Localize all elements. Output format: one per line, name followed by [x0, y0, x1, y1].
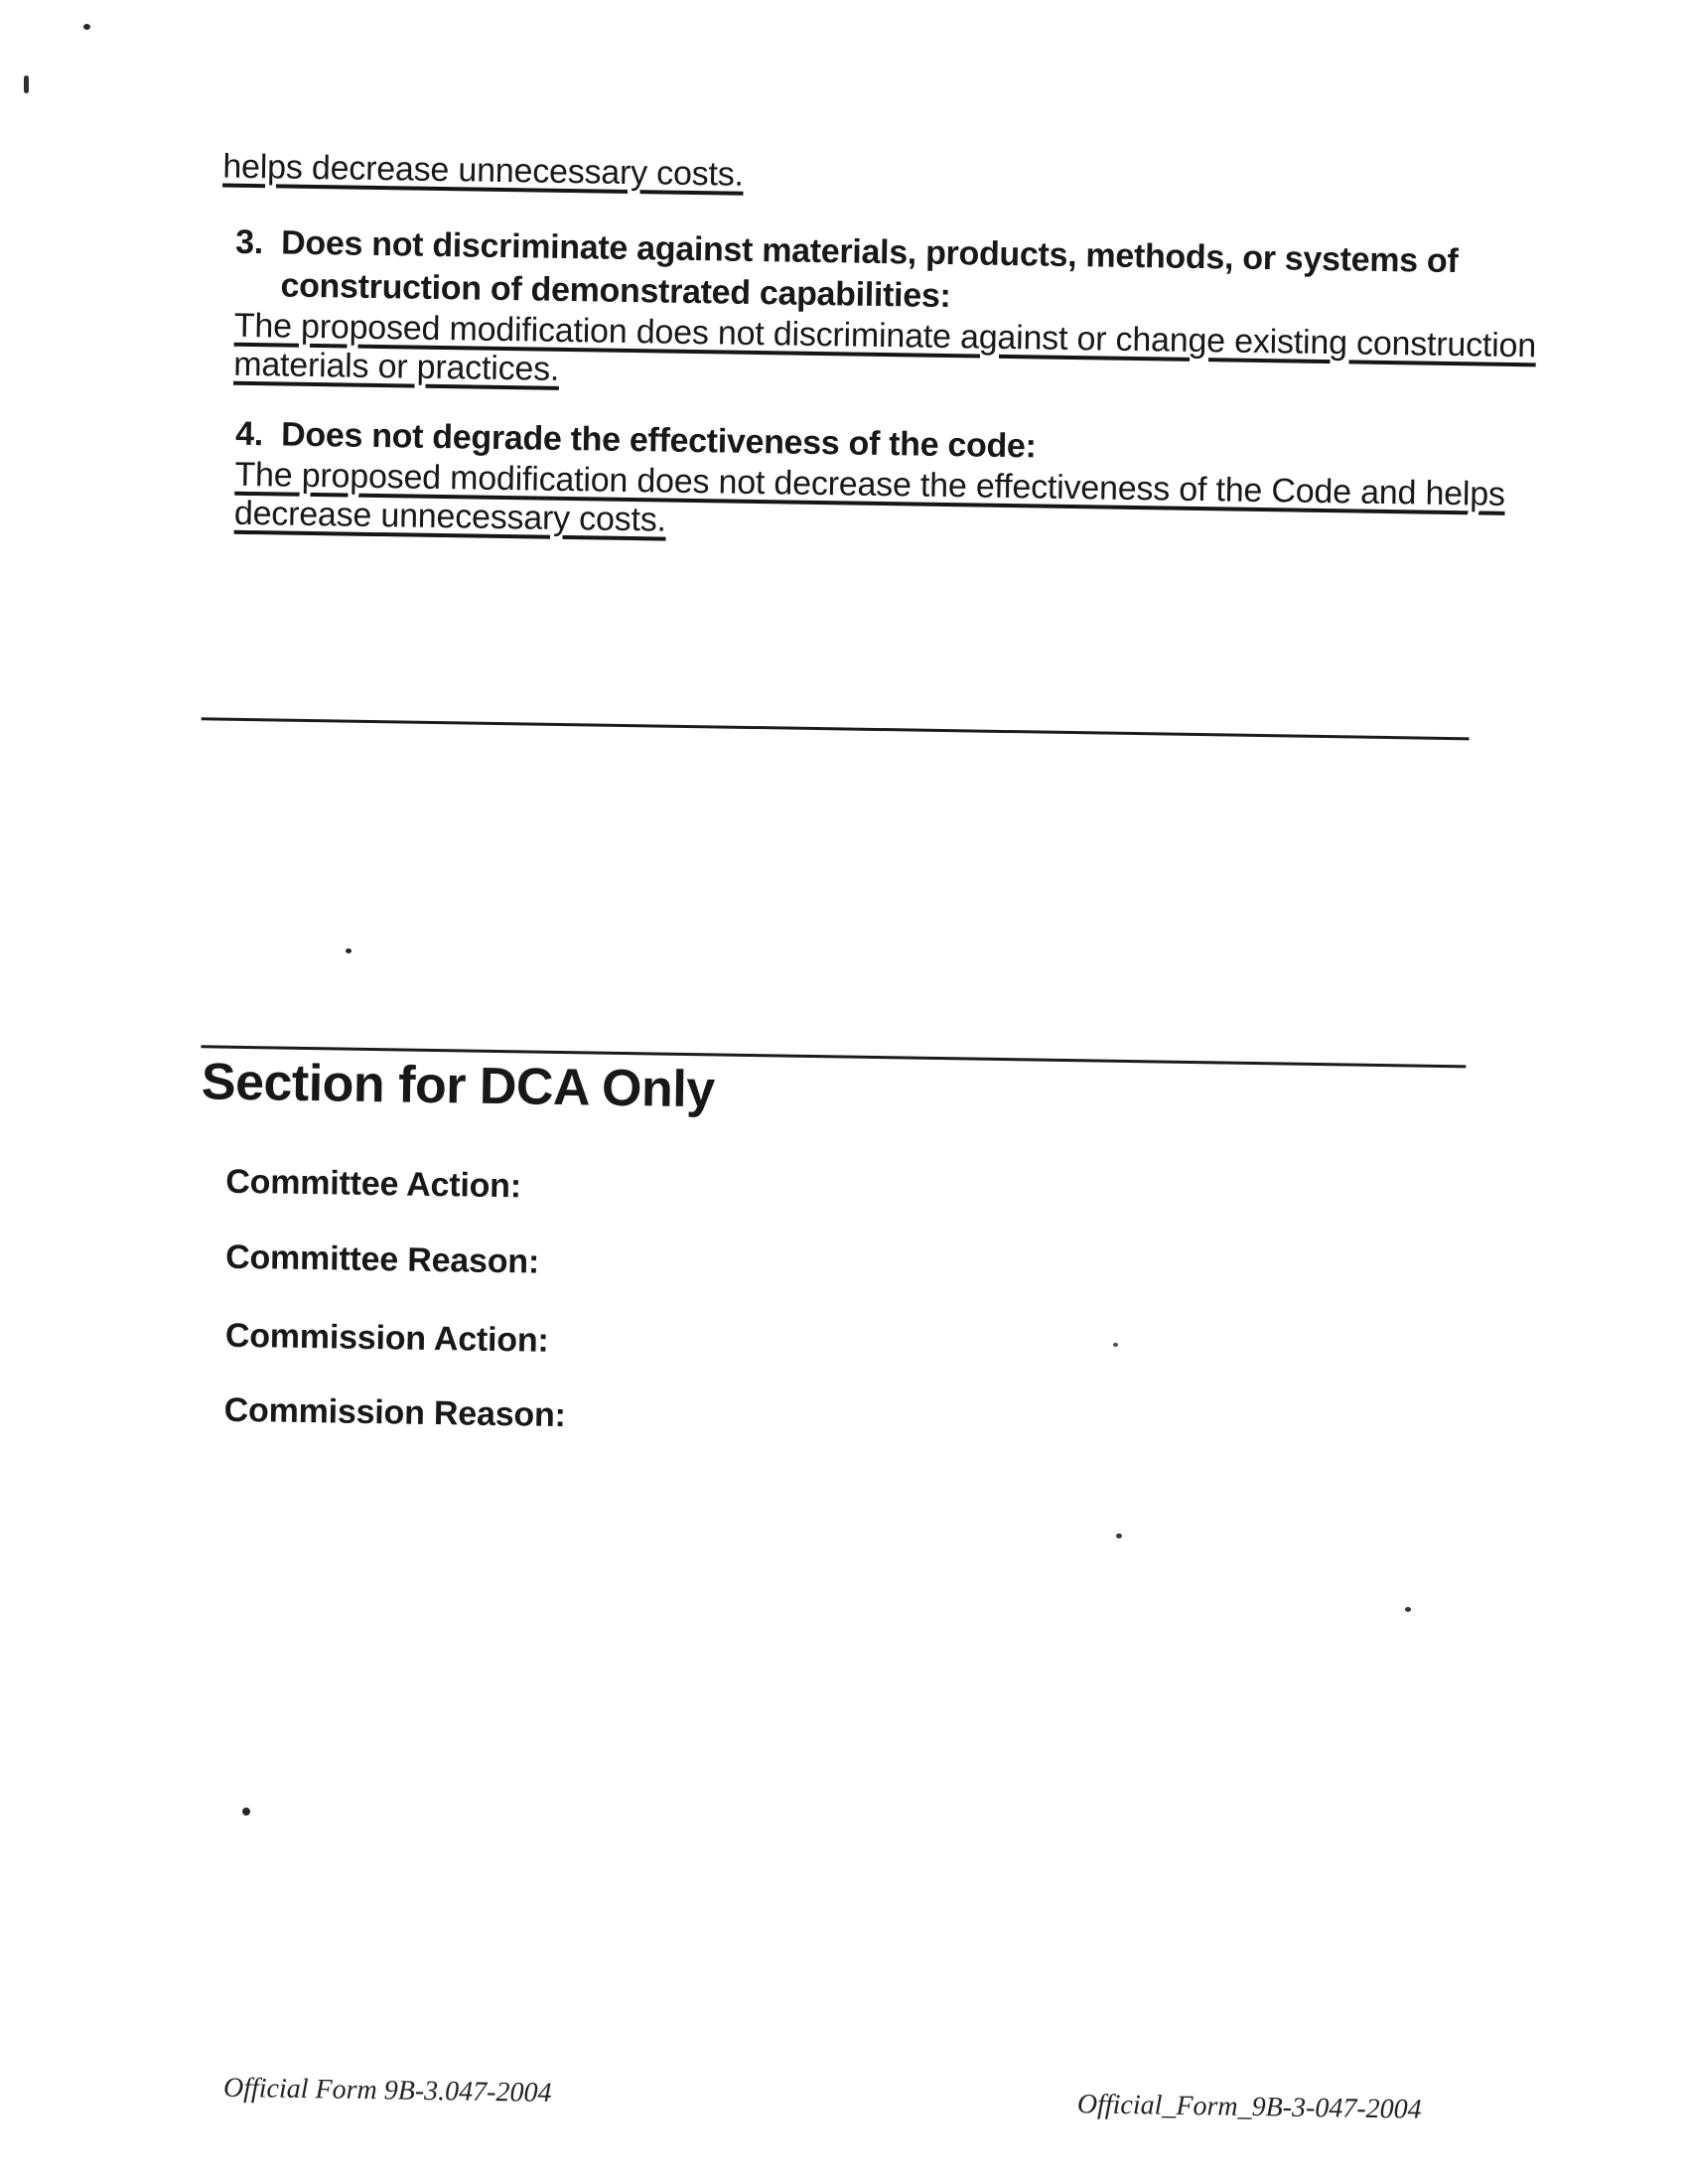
criterion-4-heading: Does not degrade the effectiveness of the code:: [280, 415, 1037, 466]
commission-reason-label: Commission Reason:: [223, 1390, 567, 1435]
scan-speck: [242, 1808, 250, 1816]
footer-form-id-right: Official_Form_9B-3-047-2004: [1076, 2089, 1422, 2125]
criterion-3-response: The proposed modification does not discriminate against or change existing construction materials or practices.: [232, 306, 1537, 388]
scan-speck: [346, 948, 352, 953]
committee-action-label: Committee Action:: [225, 1162, 522, 1206]
scan-speck: [24, 75, 29, 93]
scan-speck: [83, 24, 90, 30]
dca-section-title: Section for DCA Only: [201, 1053, 716, 1119]
criterion-item-3: [233, 221, 1625, 406]
criterion-4-number: 4.: [234, 414, 264, 454]
criterion-4-response: The proposed modification does not decrease the effectiveness of the Code and helps decrease unnecessary costs.: [233, 455, 1506, 539]
scan-speck: [1113, 1343, 1118, 1347]
criterion-item-4: [234, 413, 1626, 555]
footer-form-id-left: Official Form 9B-3.047-2004: [222, 2072, 552, 2109]
commission-action-label: Commission Action:: [224, 1316, 549, 1360]
scan-speck: [1405, 1607, 1411, 1612]
committee-reason-label: Committee Reason:: [224, 1238, 540, 1281]
section-divider-line: [202, 717, 1470, 740]
scan-speck: [1116, 1533, 1122, 1538]
criterion-3-heading: Does not discriminate against materials, products, methods, or systems of construction of demonstrated capabilities:: [280, 223, 1459, 316]
carryover-response-line: helps decrease unnecessary costs.: [222, 147, 745, 194]
criterion-3-number: 3.: [234, 222, 264, 262]
